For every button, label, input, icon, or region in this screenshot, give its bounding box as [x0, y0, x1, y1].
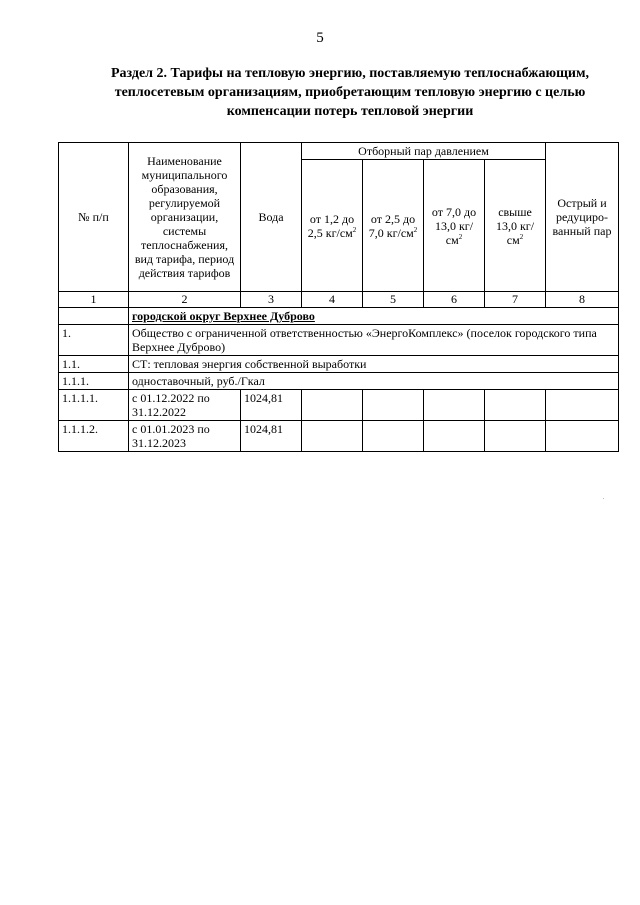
page-number: 5	[316, 30, 324, 46]
tariff-period: с 01.01.2023 по 31.12.2023	[129, 421, 241, 452]
empty-cell	[59, 308, 129, 325]
row-code: 1.1.	[59, 356, 129, 373]
empty-cell	[485, 390, 546, 421]
header-acute-steam: Острый и редуциро-ванный пар	[546, 143, 619, 292]
water-value: 1024,81	[241, 421, 302, 452]
header-steam-group: Отборный пар давлением	[302, 143, 546, 160]
column-number: 7	[485, 292, 546, 308]
scan-artifact	[603, 498, 604, 499]
table-row	[59, 325, 619, 356]
empty-cell	[363, 421, 424, 452]
header-steam-3: от 7,0 до 13,0 $кг/см^2$	[424, 160, 485, 292]
column-number: 6	[424, 292, 485, 308]
tariff-table	[58, 142, 619, 452]
column-number: 4	[302, 292, 363, 308]
row-code: 1.1.1.1.	[59, 390, 129, 421]
table-row	[59, 373, 619, 390]
row-code: 1.	[59, 325, 129, 356]
column-number: 1	[59, 292, 129, 308]
region-row	[59, 308, 619, 325]
system-name: СТ: тепловая энергия собственной выработки	[129, 356, 619, 373]
header-water: Вода	[241, 143, 302, 292]
empty-cell	[363, 390, 424, 421]
column-number: 5	[363, 292, 424, 308]
empty-cell	[546, 421, 619, 452]
row-code: 1.1.1.	[59, 373, 129, 390]
empty-cell	[485, 421, 546, 452]
organization-name: Общество с ограниченной ответственностью «ЭнергоКомплекс» (поселок городского типа Верхнее Дуброво)	[129, 325, 619, 356]
header-steam-1: от 1,2 до 2,5 $кг/см^2$	[302, 160, 363, 292]
column-number: 8	[546, 292, 619, 308]
row-code: 1.1.1.2.	[59, 421, 129, 452]
column-number: 3	[241, 292, 302, 308]
empty-cell	[424, 390, 485, 421]
header-name: Наименование муниципального образования, регулируемой организации, системы теплоснабжения, вид тарифа, период действия тарифов	[129, 143, 241, 292]
table-row	[59, 390, 619, 421]
header-steam-4: свыше 13,0 $кг/см^2$	[485, 160, 546, 292]
region-title: городской округ Верхнее Дуброво	[129, 308, 619, 325]
table-row	[59, 421, 619, 452]
water-value: 1024,81	[241, 390, 302, 421]
tariff-period: с 01.12.2022 по 31.12.2022	[129, 390, 241, 421]
header-num: № п/п	[59, 143, 129, 292]
empty-cell	[302, 390, 363, 421]
column-number-row	[59, 292, 619, 308]
empty-cell	[546, 390, 619, 421]
empty-cell	[424, 421, 485, 452]
column-number: 2	[129, 292, 241, 308]
header-steam-2: от 2,5 до 7,0 $кг/см^2$	[363, 160, 424, 292]
table-row	[59, 356, 619, 373]
section-title: Раздел 2. Тарифы на тепловую энергию, поставляемую теплоснабжающим, теплосетевым организациям, приобретающим тепловую энергию с целью компенсации потерь тепловой энергии	[110, 66, 590, 119]
tariff-type: одноставочный, руб./Гкал	[129, 373, 619, 390]
empty-cell	[302, 421, 363, 452]
